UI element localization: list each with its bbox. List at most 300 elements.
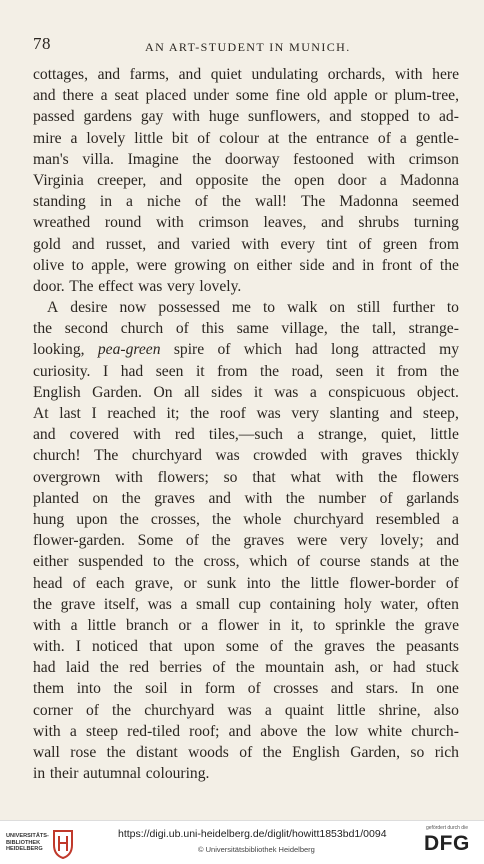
word: and [330,680,354,698]
word: huge [208,108,240,126]
word: shrine, [378,701,421,719]
word: or [369,659,383,677]
word: farms, [129,66,170,83]
word: itself, [103,595,140,613]
word: the [340,320,360,338]
word: a [399,129,407,147]
word: with [394,66,423,83]
word: Garden. [92,383,142,401]
word: from [397,362,428,380]
word: either [33,553,69,571]
word: the [439,553,459,571]
word: with [241,235,270,253]
word: of [377,129,391,147]
word: rose [70,744,97,761]
text-line [33,551,459,572]
word: corner [33,701,73,719]
word: a [379,171,387,189]
word: olive [33,256,65,274]
word: village, [281,320,328,338]
word: overgrown [33,468,101,486]
word: some [225,638,259,656]
text-line [33,106,459,127]
text-line [33,85,459,106]
word: the [99,659,119,677]
dfg-logo[interactable]: DFG [424,832,470,855]
text-line [33,212,459,233]
page-header [0,30,484,54]
word: of [269,638,283,656]
word: very [339,532,368,550]
word: of [175,320,189,338]
word: a [309,383,317,401]
word: gentle- [415,129,459,147]
word: of [194,193,208,211]
word: very [291,405,320,422]
word: the [395,616,415,634]
word: old [306,87,327,105]
word: whole [243,510,282,528]
text-line [33,467,459,488]
word: the [262,744,282,761]
word: sprinkle [335,616,386,634]
word: little [134,129,163,147]
word: a [201,616,209,634]
word: effect [98,277,134,295]
word: containing [269,595,336,613]
word: a [126,193,133,211]
word: apple [333,87,368,105]
word: on [92,489,109,507]
word: one [436,680,459,698]
text-line [33,149,459,170]
text-line [33,573,459,594]
word: now [119,299,147,317]
word: turning [413,214,459,232]
word: and [33,87,56,105]
word: possessed [158,299,220,317]
word: every [280,235,316,253]
word: my [439,341,459,359]
word: the [121,489,141,507]
text-line [33,424,459,445]
word: was [227,701,252,719]
word: the [439,256,459,274]
word: also [433,701,459,719]
word: number [318,489,367,507]
text-line [33,318,459,339]
word: wall [33,744,60,761]
word: bit [171,129,189,147]
word: had [393,659,416,677]
word: had [33,659,56,677]
word: I [75,638,81,656]
word: crimson [408,150,459,168]
word: English [292,744,340,761]
library-name-line: HEIDELBERG [6,846,43,853]
word: desire [70,299,108,317]
word: little [310,574,340,592]
word: seemed [412,193,459,211]
word: churchyard [144,701,215,719]
text-line [33,763,459,784]
word: red-tiled [127,722,180,740]
word: churchyard [131,447,202,465]
word: their [49,765,79,783]
word: the [285,489,305,507]
word: the [33,320,53,338]
word: a [69,722,77,740]
word: above [260,722,298,740]
word: little [87,616,117,634]
text-line [33,191,459,212]
text-line [33,530,459,551]
word: to [313,616,326,634]
word: and [228,722,252,740]
word: churchyard [293,510,364,528]
word: crimson [198,214,249,232]
word: ash, [334,659,360,677]
word: was [215,447,240,465]
word: seat [114,87,139,105]
word: head [33,574,63,592]
word: Garden, [350,744,400,761]
word: low [334,722,359,740]
word: graves [243,532,285,550]
word: them [33,680,65,698]
word: was [274,383,299,401]
word: fine [275,87,300,105]
word: to [71,256,84,274]
word: all [184,383,200,401]
word: at [418,553,431,571]
word: me [231,299,251,317]
heidelberg-mark-icon [50,829,76,859]
word: of [379,489,393,507]
word: and [97,66,121,83]
word: strange- [408,320,459,338]
word: mountain [265,659,325,677]
word: a [264,701,272,719]
word: the [294,638,314,656]
viewer-footer [0,820,484,864]
word: to [262,299,276,317]
word: of [217,341,231,359]
word: into [76,680,101,698]
word: apple, [91,256,129,274]
word: entrance [316,129,369,147]
word: little [336,701,366,719]
word: steep [85,722,119,740]
word: it [253,383,263,401]
word: the [288,129,308,147]
word: planted [33,489,79,507]
word: a [452,510,459,528]
word: distant [136,744,178,761]
word: to [418,108,431,126]
word: creeper, [97,171,147,189]
word: the [439,362,459,380]
word: and [389,405,413,422]
word: On [153,383,173,401]
text-line [33,297,459,318]
word: graves [361,447,403,465]
word: lovely; [380,532,424,550]
word: under [193,87,229,105]
word: cup [238,595,261,613]
word: round [104,214,142,232]
word: each [95,574,125,592]
word: same [236,320,269,338]
word: stars. [365,680,399,698]
word: upon [76,510,108,528]
text-line [33,234,459,255]
word: the [113,680,133,698]
word: sunflowers, [248,108,321,126]
word: of [185,532,199,550]
word: wall! [254,193,287,211]
word: the [112,701,132,719]
word: grave [60,595,96,613]
word: the [375,638,396,656]
word: or [178,616,192,634]
word: there [62,87,94,105]
word: side [299,256,325,274]
word: that [252,468,276,486]
word: on [233,256,250,274]
text-line [33,64,459,85]
word: cross, [203,553,240,571]
word: sides [211,383,243,401]
word: At [33,405,49,422]
text-line [33,509,459,530]
word: very [167,277,195,295]
word: niche [147,193,181,211]
word: the [259,362,280,380]
word: either [256,256,293,274]
word: Virginia [33,171,84,189]
word: resembled [375,510,440,528]
library-name-line: BIBLIOTHEK [6,839,41,846]
word: crowded [253,447,307,465]
word: doorway [224,150,280,168]
word: garlands [406,489,459,507]
word: ad- [439,108,459,126]
copyright-notice: © Universitätsbibliothek Heidelberg [198,845,315,854]
word: which [249,553,288,571]
word: of [358,235,372,253]
text-line [33,700,459,721]
word: it [195,362,205,380]
word: In [410,680,424,698]
word: festooned [293,150,354,168]
word: flower-border [349,574,436,592]
word: little [430,426,459,444]
word: was [147,595,172,613]
word: flowers; [157,468,209,486]
word: lovely [86,129,126,147]
word: what [290,468,321,486]
word: so [410,744,425,761]
word: man's [33,150,69,168]
word: from [217,362,248,380]
word: crosses [273,680,319,698]
word: attracted [372,341,426,359]
word: colour [219,129,260,147]
word: of [297,553,311,571]
word: were [136,256,167,274]
word: Some [137,532,174,550]
word: seen [335,362,364,380]
word: mire [33,129,62,147]
word: in [33,765,46,783]
word: looking, [33,341,85,359]
word: laid [65,659,90,677]
word: long [331,341,359,359]
word: I [102,362,109,380]
word: and [332,256,355,274]
word: it, [290,616,304,634]
word: and [329,108,352,126]
word: road, [291,362,324,380]
text-line [33,445,459,466]
word: flowers [412,468,459,486]
word: the [378,468,398,486]
word: grave, [134,574,174,592]
word: conspicuous [328,383,406,401]
word: with [335,468,364,486]
word: open [294,171,325,189]
word: with [320,447,349,465]
word: the [119,510,139,528]
word: curiosity. [33,362,91,380]
word: had [295,341,318,359]
word: slanting [329,405,380,422]
word: covered [69,426,119,444]
word: roof [219,405,246,422]
word: the [192,150,212,168]
word: often [426,595,459,613]
word: was [256,405,281,422]
word: of [197,129,211,147]
word: noticed [92,638,138,656]
word: with [156,214,184,232]
word: placed [145,87,187,105]
word: it [375,362,385,380]
word: quaint [284,701,324,719]
word: upon [183,638,215,656]
library-name-line: UNIVERSITÄTS- [6,833,49,839]
word: the [190,405,210,422]
word: in [362,256,375,274]
word: red [129,659,150,677]
word: Imagine [127,150,179,168]
word: door. [33,277,65,295]
body-text [33,64,459,784]
word: stopped [360,108,410,126]
word: a [100,87,108,105]
word: shrubs [358,214,400,232]
word: sunk [206,574,237,592]
text-line [33,255,459,276]
word: suspended [78,553,144,571]
text-line [33,594,459,615]
word: this [201,320,225,338]
text-line [33,657,459,678]
word: of [212,659,226,677]
word: tiles,—such [208,426,283,444]
word: pea-green [97,341,161,359]
university-library-logo[interactable] [6,829,76,859]
word: and [72,235,95,253]
word: grave [424,616,459,634]
word: plum-tree, [394,87,459,105]
word: holy [344,595,372,613]
word: of [239,744,253,761]
word: the [306,722,326,740]
word: still [356,299,381,317]
word: a [297,426,304,444]
word: which [243,341,282,359]
word: autumnal [83,765,142,783]
text-line [33,678,459,699]
word: roof; [189,722,220,740]
word: graves [154,489,195,507]
word: gay [140,108,164,126]
word: gold [33,235,61,253]
permalink-url[interactable]: https://digi.ub.uni-heidelberg.de/diglit/howitt1853bd1/0094 [118,828,387,840]
word: gardens [83,108,132,126]
word: had [120,362,144,380]
word: seen [155,362,184,380]
word: undulating [251,66,319,83]
word: lovely. [199,277,242,295]
word: to [152,553,166,571]
word: stands [370,553,410,571]
word: it; [166,405,180,422]
text-line [33,128,459,149]
word: the [281,574,301,592]
word: church- [411,722,459,740]
word: berries [159,659,202,677]
word: and [33,426,56,444]
word: to [446,299,459,317]
word: water, [380,595,419,613]
word: standing [33,193,86,211]
word: and [157,235,180,253]
text-line [33,636,459,657]
word: was [138,277,163,295]
word: A [47,299,59,317]
word: a [70,129,78,147]
word: I [91,405,97,422]
word: russet, [105,235,147,253]
text-line [33,170,459,191]
word: flower [218,616,259,634]
word: in [99,193,113,211]
word: the [106,744,126,761]
word: rich [434,744,459,761]
word: some [235,87,269,105]
word: stuck [425,659,459,677]
word: soil [145,680,168,698]
word: red [174,426,195,444]
word: form [204,680,236,698]
word: church [120,320,164,338]
word: a [70,616,78,634]
word: church! [33,447,81,465]
word: orchards, [327,66,386,83]
